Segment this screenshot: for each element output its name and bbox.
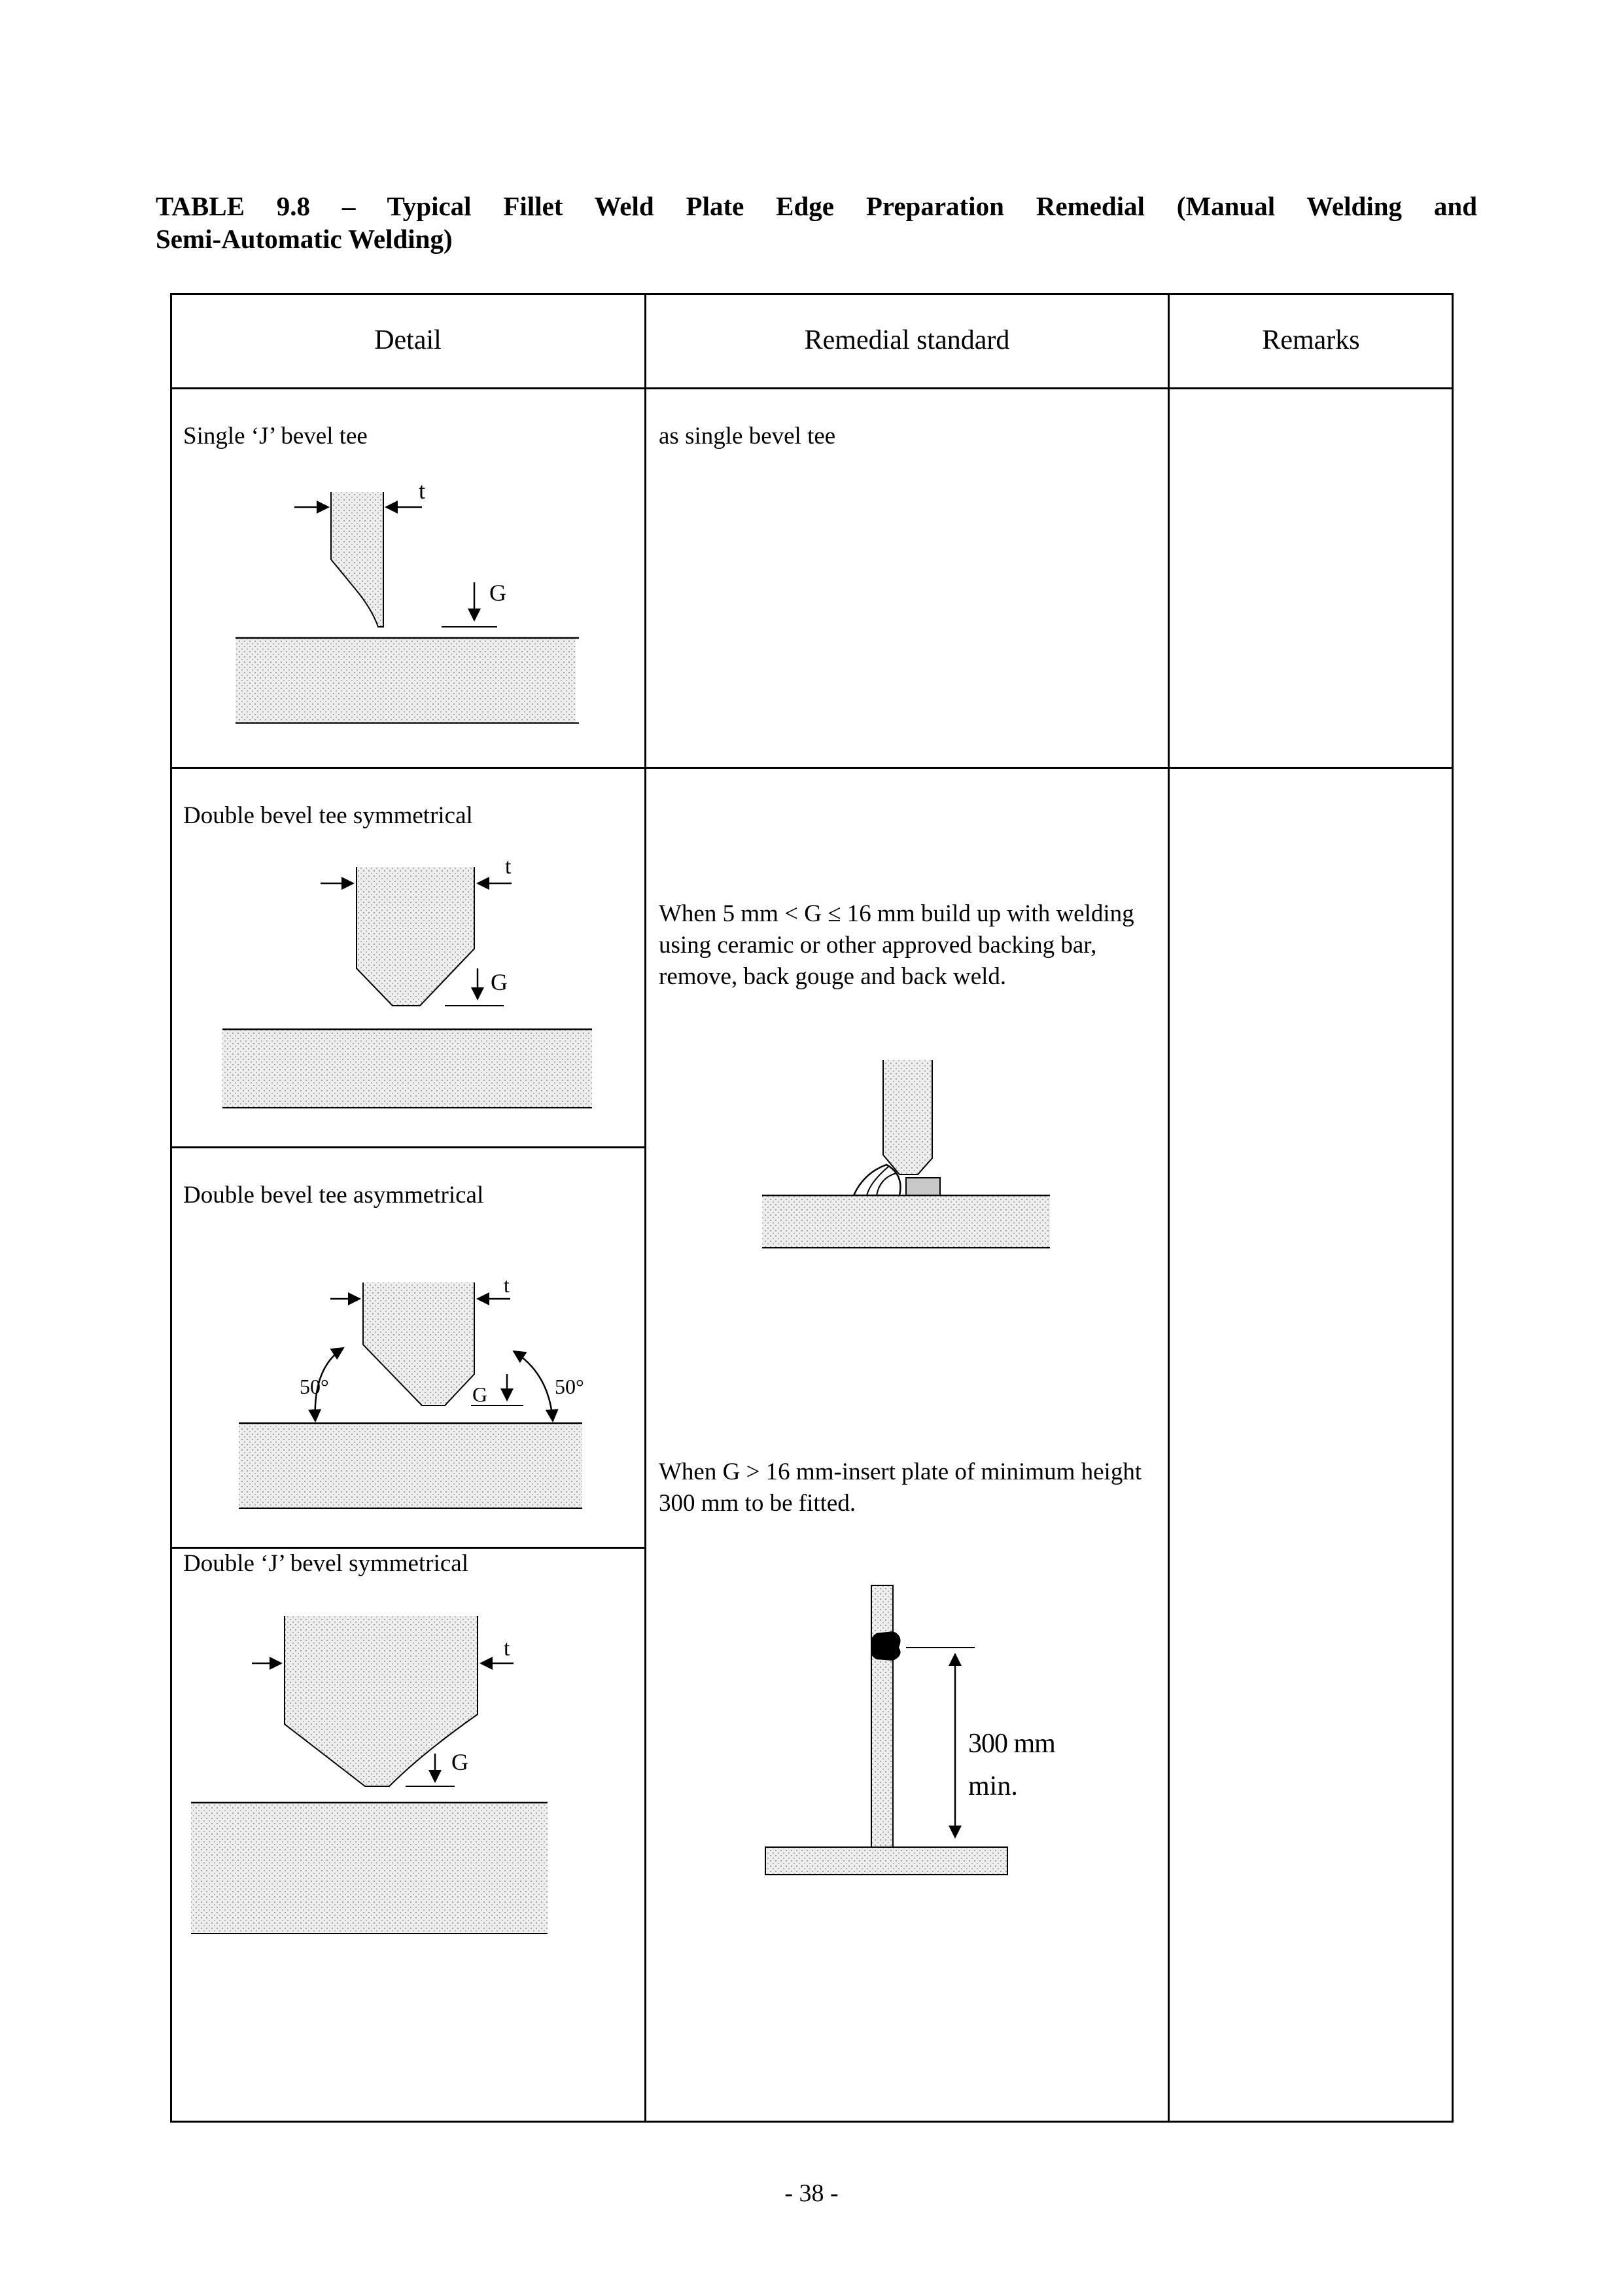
remedial-single-j: as single bevel tee	[659, 423, 836, 450]
row-label-double-bevel-asymmetrical: Double bevel tee asymmetrical	[183, 1182, 484, 1209]
dim-g-label: G	[472, 1383, 488, 1406]
row-divider-3	[170, 1547, 646, 1549]
row-divider-2	[170, 1146, 646, 1148]
double-j-bevel-symmetrical-diagram	[190, 1613, 569, 1940]
header-detail: Detail	[374, 325, 442, 355]
table-title-line-2: Semi-Automatic Welding)	[156, 224, 453, 254]
remedial-case-1-text: When 5 mm < G ≤ 16 mm build up with welding using ceramic or other approved backing bar, remove, back gouge and back weld.	[659, 900, 1134, 990]
header-remedial-standard: Remedial standard	[804, 325, 1010, 355]
insert-plate-diagram	[759, 1582, 1086, 1883]
dim-t-label: t	[505, 855, 512, 879]
table-title-line-1: TABLE 9.8 – Typical Fillet Weld Plate Edge Preparation Remedial (Manual Welding and	[156, 191, 1477, 221]
row-label-double-j-bevel-symmetrical: Double ‘J’ bevel symmetrical	[183, 1550, 468, 1577]
double-bevel-asymmetrical-diagram	[236, 1276, 602, 1518]
dim-t-label: t	[419, 478, 426, 504]
column-divider-2	[1168, 293, 1170, 2123]
row-divider-1	[170, 767, 1454, 769]
dim-t-label: t	[504, 1636, 510, 1661]
row-label-single-j-bevel-tee: Single ‘J’ bevel tee	[183, 423, 368, 450]
dim-g-label: G	[491, 969, 508, 995]
row-label-double-bevel-symmetrical: Double bevel tee symmetrical	[183, 802, 473, 829]
backing-bar-buildup-diagram	[759, 1057, 1053, 1260]
angle-left-label: 50°	[300, 1375, 329, 1398]
header-divider	[170, 387, 1454, 389]
angle-right-label: 50°	[555, 1375, 584, 1398]
column-divider-1	[644, 293, 646, 2123]
single-j-bevel-tee-diagram	[222, 478, 602, 733]
dim-t-label: t	[504, 1276, 510, 1297]
page-number: - 38 -	[784, 2180, 839, 2207]
remedial-case-2-text: When G > 16 mm-insert plate of minimum height 300 mm to be fitted.	[659, 1458, 1142, 1517]
dim-g-label: G	[451, 1749, 468, 1775]
header-remarks: Remarks	[1262, 325, 1360, 355]
double-bevel-symmetrical-diagram	[216, 854, 621, 1116]
table-title	[156, 190, 1477, 255]
dim-300mm-label: 300 mm	[968, 1729, 1055, 1759]
dim-g-label: G	[489, 580, 506, 606]
dim-min-label: min.	[968, 1771, 1018, 1801]
